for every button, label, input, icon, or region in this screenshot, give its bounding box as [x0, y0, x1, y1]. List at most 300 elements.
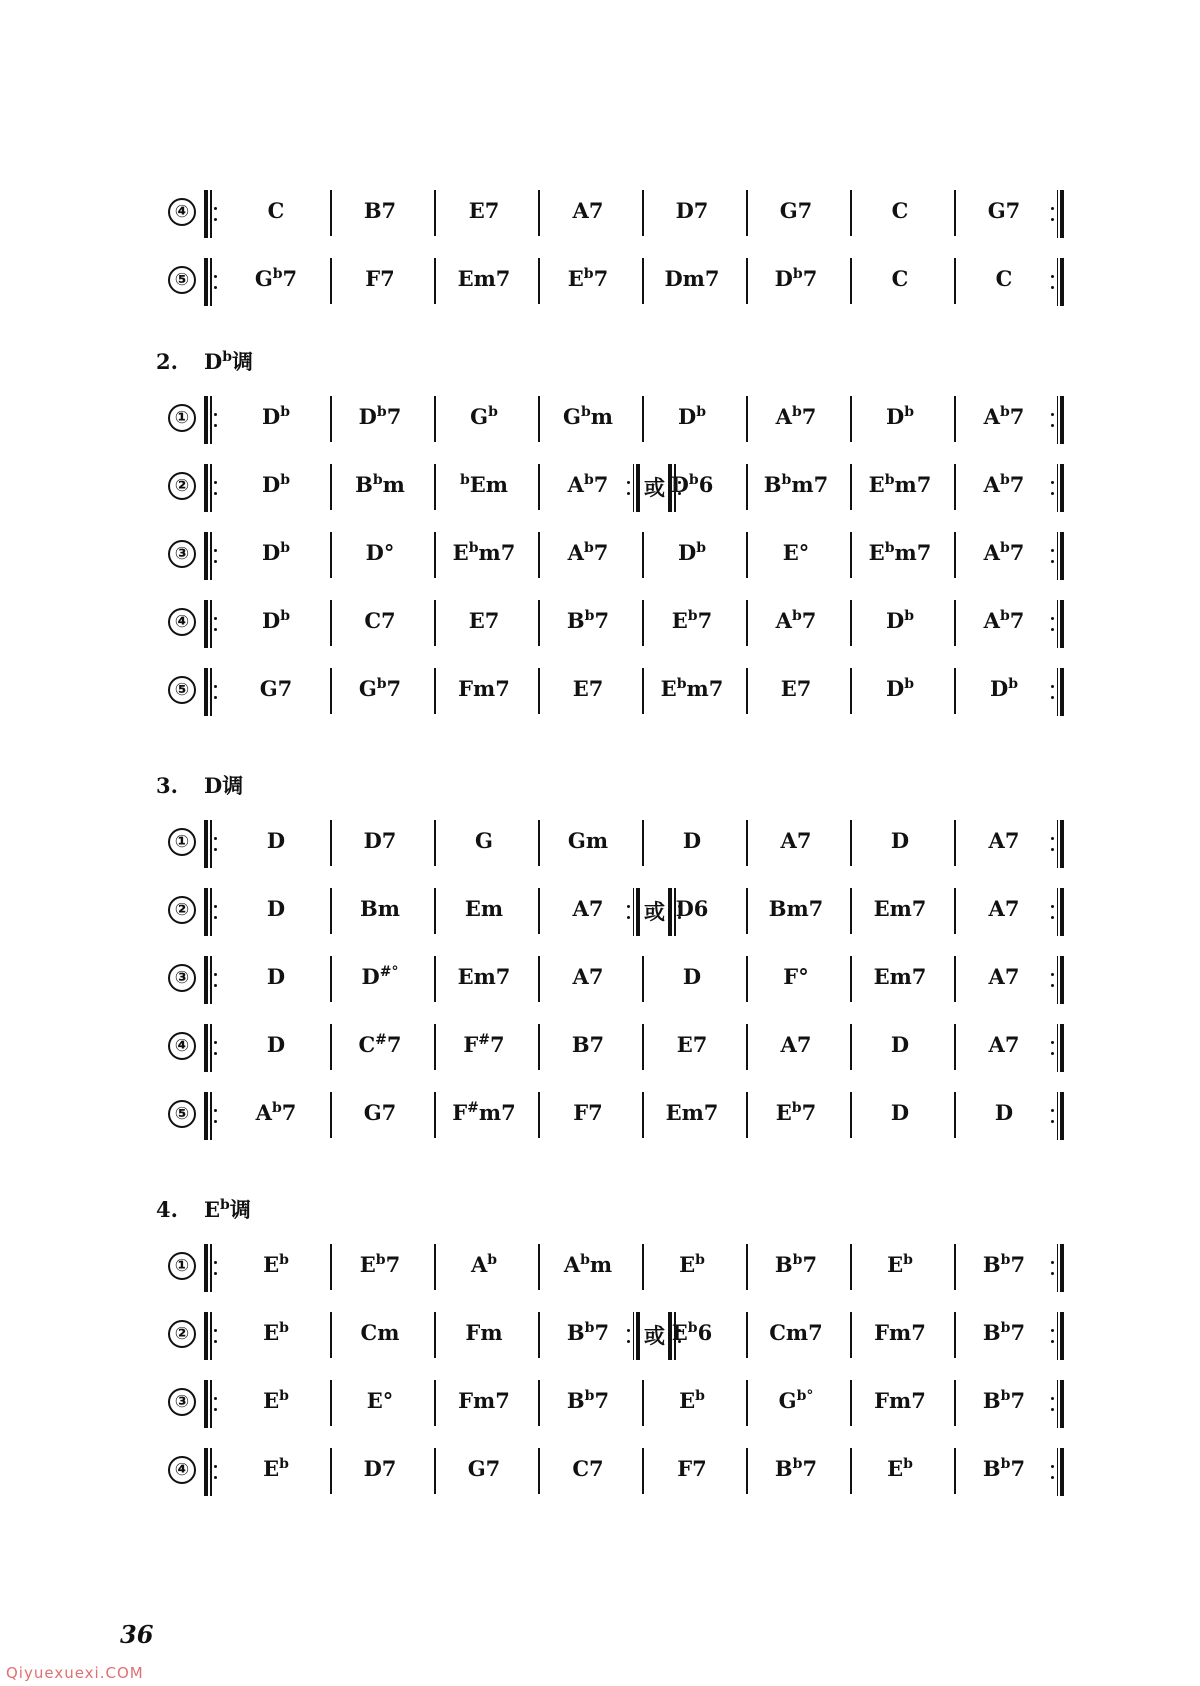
repeat-dot — [214, 1052, 217, 1055]
repeat-dot — [214, 916, 217, 919]
repeat-dot — [627, 905, 630, 908]
chord-symbol: Fm7 — [458, 1388, 510, 1413]
chord-accidental: b — [583, 472, 594, 488]
repeat-thin-line — [1057, 258, 1059, 306]
chord-symbol: $D^b6$ — [670, 472, 714, 497]
chord-accidental: b — [280, 608, 290, 624]
repeat-dot — [1051, 1261, 1054, 1264]
repeat-dot — [214, 685, 217, 688]
repeat-start-sign — [204, 1380, 218, 1428]
chord-accidental: b — [884, 540, 895, 556]
chord-symbol: C — [267, 198, 285, 223]
repeat-dot — [627, 1329, 630, 1332]
repeat-dot — [627, 916, 630, 919]
chord-symbol: A7 — [988, 896, 1020, 921]
chord-symbol: C#7 — [358, 1032, 402, 1057]
repeat-thick-line — [636, 464, 640, 512]
repeat-dot — [214, 218, 217, 221]
repeat-thick-line — [1060, 820, 1064, 868]
chord-symbol: A7 — [988, 1032, 1020, 1057]
chord-symbol: $A^b7$ — [255, 1100, 297, 1125]
chord-symbol: D — [890, 1032, 910, 1057]
chord-symbol: $D^b$ — [885, 608, 914, 633]
chord-accidental: b — [468, 540, 479, 556]
repeat-end-sign — [1050, 1312, 1064, 1360]
row-number-marker: ③ — [168, 1388, 196, 1416]
repeat-thin-line — [1057, 956, 1059, 1004]
repeat-dot — [1051, 275, 1054, 278]
repeat-thin-line — [1057, 464, 1059, 512]
chord-accidental: b — [279, 1456, 289, 1472]
site-watermark: Qiyuexuexi.COM — [6, 1664, 144, 1682]
chord-symbol: $D^b$ — [885, 676, 914, 701]
repeat-thin-line — [1057, 190, 1059, 238]
chord-accidental: b — [583, 266, 594, 282]
repeat-start-sign — [204, 464, 218, 512]
chord-accidental: b — [1000, 1252, 1011, 1268]
chord-symbol: $G^{b^\circ}$ — [778, 1388, 814, 1413]
chord-symbol: D#° — [361, 964, 399, 989]
chord-symbol: $G^b7$ — [254, 266, 298, 291]
chord-symbol: Fm7 — [874, 1388, 926, 1413]
repeat-dot — [1051, 413, 1054, 416]
chord-accidental: b — [280, 540, 290, 556]
repeat-dot — [214, 1397, 217, 1400]
chord-symbol: F° — [783, 964, 809, 989]
chord-accidental: b — [487, 1252, 498, 1268]
chord-symbol: $E^bm7$ — [868, 472, 932, 497]
or-label: 或 — [644, 475, 665, 500]
repeat-dot — [214, 1272, 217, 1275]
repeat-dot — [214, 837, 217, 840]
chord-symbol: A7 — [988, 964, 1020, 989]
repeat-end-sign — [1050, 190, 1064, 238]
repeat-thin-line — [1057, 820, 1059, 868]
chord-symbol: Em7 — [665, 1100, 719, 1125]
repeat-dot — [1051, 1408, 1054, 1411]
repeat-start-sign — [204, 956, 218, 1004]
repeat-thin-line — [210, 820, 212, 868]
section-heading — [156, 346, 253, 376]
chord-accidental: b — [271, 1100, 282, 1116]
repeat-thick-line — [204, 396, 208, 444]
repeat-thick-line — [1060, 956, 1064, 1004]
repeat-dot — [214, 1041, 217, 1044]
repeat-end-sign — [1050, 600, 1064, 648]
repeat-start-sign — [204, 668, 218, 716]
chord-symbol: $E^bm7$ — [452, 540, 516, 565]
repeat-start-sign — [204, 396, 218, 444]
chord-symbol: $D^b7$ — [358, 404, 402, 429]
chord-symbol: D7 — [363, 1456, 397, 1481]
repeat-dot — [1051, 628, 1054, 631]
repeat-thick-line — [204, 1380, 208, 1428]
repeat-end-sign — [1050, 532, 1064, 580]
repeat-thin-line — [1057, 600, 1059, 648]
repeat-start-sign — [204, 532, 218, 580]
chord-symbol: $D^b$ — [989, 676, 1018, 701]
repeat-thick-line — [204, 1312, 208, 1360]
repeat-thick-line — [204, 1092, 208, 1140]
repeat-dot — [214, 549, 217, 552]
chord-accidental: b — [687, 1320, 698, 1336]
chord-row — [168, 392, 1108, 448]
chord-symbol: F7 — [365, 266, 395, 291]
repeat-start-sign — [204, 1448, 218, 1496]
repeat-thick-line — [1060, 1024, 1064, 1072]
chord-symbol: A7 — [572, 198, 604, 223]
chord-symbol: E° — [366, 1388, 394, 1413]
chord-accidental: b — [904, 676, 914, 692]
chord-symbol: $E^bm7$ — [868, 540, 932, 565]
chord-accidental: b — [904, 608, 914, 624]
chord-accidental: b — [488, 404, 498, 420]
chord-symbol: $B^b7$ — [566, 608, 610, 633]
repeat-dot — [1051, 286, 1054, 289]
repeat-dot — [214, 1465, 217, 1468]
chord-symbol: $E^b$ — [263, 1456, 289, 1481]
chord-symbol: $G^b7$ — [358, 676, 402, 701]
chord-symbol: Em — [464, 896, 504, 921]
repeat-thin-line — [210, 190, 212, 238]
chord-accidental: b — [1000, 1320, 1011, 1336]
repeat-dot — [1051, 1109, 1054, 1112]
chord-symbol: E7 — [780, 676, 812, 701]
key-suffix: 调 — [222, 773, 244, 798]
repeat-dot — [1051, 1476, 1054, 1479]
chord-accidental: b — [375, 1252, 386, 1268]
chord-symbol: $B^b7$ — [774, 1456, 818, 1481]
repeat-thick-line — [204, 258, 208, 306]
repeat-dot — [214, 696, 217, 699]
key-root: D — [204, 349, 223, 374]
repeat-thick-line — [204, 888, 208, 936]
repeat-thick-line — [1060, 1092, 1064, 1140]
chord-accidental: b — [999, 472, 1010, 488]
repeat-dot — [214, 628, 217, 631]
repeat-dot — [1051, 848, 1054, 851]
chord-row — [168, 1376, 1108, 1432]
repeat-thick-line — [1060, 464, 1064, 512]
repeat-dot — [1051, 1397, 1054, 1400]
or-label: 或 — [644, 1323, 665, 1348]
repeat-dot — [1051, 984, 1054, 987]
repeat-dot — [1051, 424, 1054, 427]
repeat-thin-line — [210, 1024, 212, 1072]
chord-row — [168, 664, 1108, 720]
chord-accidental: b — [903, 1456, 913, 1472]
chord-symbol: C7 — [572, 1456, 604, 1481]
section-number: 4. — [156, 1197, 178, 1222]
chord-symbol: E° — [782, 540, 810, 565]
repeat-dot — [214, 1109, 217, 1112]
chord-symbol: G7 — [987, 198, 1021, 223]
chord-symbol: Bm — [360, 896, 400, 921]
chord-accidental: b — [1000, 1388, 1011, 1404]
chord-accidental: b — [376, 676, 387, 692]
row-number-marker: ⑤ — [168, 676, 196, 704]
section-number: 2. — [156, 349, 178, 374]
chord-accidental: b — [1000, 1456, 1011, 1472]
repeat-dot — [1051, 916, 1054, 919]
chord-symbol: C — [995, 266, 1013, 291]
repeat-end-sign — [1050, 1024, 1064, 1072]
repeat-dot — [627, 1340, 630, 1343]
repeat-thin-line — [1057, 1448, 1059, 1496]
repeat-dot — [214, 275, 217, 278]
repeat-dot — [1051, 905, 1054, 908]
repeat-thick-line — [1060, 888, 1064, 936]
chord-symbol: Em7 — [457, 266, 511, 291]
section-heading — [156, 770, 243, 800]
repeat-thin-line — [1057, 1244, 1059, 1292]
repeat-thick-line — [204, 190, 208, 238]
chord-symbol: G7 — [467, 1456, 501, 1481]
repeat-dot — [1051, 1272, 1054, 1275]
repeat-dot — [627, 481, 630, 484]
repeat-thin-line — [1057, 1380, 1059, 1428]
chord-row — [168, 1308, 1108, 1364]
repeat-start-sign — [204, 820, 218, 868]
repeat-thick-line — [636, 1312, 640, 1360]
chord-accidental: b — [688, 472, 699, 488]
chord-symbol: $D^b$ — [885, 404, 914, 429]
repeat-dot — [1051, 492, 1054, 495]
repeat-dot — [214, 905, 217, 908]
repeat-end-sign — [1050, 888, 1064, 936]
repeat-thick-line — [204, 532, 208, 580]
chord-accidental: b — [904, 404, 914, 420]
repeat-start-sign — [204, 1024, 218, 1072]
section-heading — [156, 1194, 251, 1224]
repeat-dot — [214, 1340, 217, 1343]
chord-symbol: $D^b$ — [261, 540, 290, 565]
chord-symbol: D7 — [363, 828, 397, 853]
repeat-dot — [1051, 207, 1054, 210]
chord-row — [168, 186, 1108, 242]
chord-symbol: C — [891, 266, 909, 291]
chord-accidental: b — [280, 404, 290, 420]
chord-row — [168, 460, 1108, 516]
chord-symbol: $A^b7$ — [983, 608, 1025, 633]
repeat-dot — [214, 492, 217, 495]
repeat-thin-line — [210, 1312, 212, 1360]
repeat-dot — [1051, 685, 1054, 688]
chord-symbol: $E^b$ — [263, 1252, 289, 1277]
chord-symbol: A7 — [572, 896, 604, 921]
repeat-dot — [214, 424, 217, 427]
repeat-end-sign — [1050, 956, 1064, 1004]
repeat-thick-line — [204, 820, 208, 868]
or-label: 或 — [644, 899, 665, 924]
chord-symbol: $D^b$ — [261, 472, 290, 497]
repeat-thick-line — [1060, 190, 1064, 238]
chord-symbol: A7 — [988, 828, 1020, 853]
repeat-dot — [214, 848, 217, 851]
chord-row — [168, 816, 1108, 872]
chord-symbol: F7 — [677, 1456, 707, 1481]
chord-symbol: $A^b7$ — [567, 540, 609, 565]
chord-symbol: $G^bm$ — [563, 404, 613, 429]
repeat-dot — [1051, 1465, 1054, 1468]
repeat-dot — [627, 492, 630, 495]
repeat-end-sign — [1050, 1092, 1064, 1140]
chord-row — [168, 254, 1108, 310]
repeat-thin-line — [633, 464, 635, 512]
repeat-thin-line — [210, 1244, 212, 1292]
repeat-thin-line — [1057, 396, 1059, 444]
chord-symbol: $E^bm7$ — [660, 676, 724, 701]
chord-symbol: D — [266, 896, 286, 921]
row-number-marker: ③ — [168, 964, 196, 992]
repeat-dot — [1051, 1041, 1054, 1044]
repeat-thick-line — [204, 464, 208, 512]
chord-symbol: Em7 — [873, 964, 927, 989]
chord-symbol: D — [890, 828, 910, 853]
repeat-end-sign — [1050, 1448, 1064, 1496]
repeat-dot — [214, 413, 217, 416]
chord-accidental: # — [375, 1032, 387, 1048]
repeat-dot — [214, 1120, 217, 1123]
chord-row — [168, 1088, 1108, 1144]
chord-symbol: Gm — [567, 828, 609, 853]
repeat-dot — [1051, 1052, 1054, 1055]
repeat-dot — [1051, 837, 1054, 840]
repeat-end-sign — [626, 1312, 640, 1360]
chord-accidental: b — [459, 472, 470, 488]
chord-symbol: $E^b$ — [679, 1388, 705, 1413]
repeat-thick-line — [1060, 1312, 1064, 1360]
chord-symbol: A7 — [780, 828, 812, 853]
repeat-end-sign — [626, 888, 640, 936]
chord-accidental: b — [584, 608, 595, 624]
page-number: 36 — [120, 1620, 154, 1649]
repeat-thick-line — [1060, 396, 1064, 444]
chord-accidental: #° — [379, 964, 399, 980]
chord-row — [168, 1444, 1108, 1500]
chord-accidental: b — [999, 608, 1010, 624]
repeat-thin-line — [210, 1380, 212, 1428]
chord-symbol: $E^b7$ — [775, 1100, 817, 1125]
repeat-thick-line — [204, 1024, 208, 1072]
chord-symbol: E7 — [468, 608, 500, 633]
chord-symbol: G7 — [363, 1100, 397, 1125]
chord-accidental: b — [583, 540, 594, 556]
repeat-thick-line — [204, 1448, 208, 1496]
chord-symbol: $E^b$ — [679, 1252, 705, 1277]
repeat-thin-line — [210, 888, 212, 936]
chord-symbol: D — [994, 1100, 1014, 1125]
repeat-dot — [214, 560, 217, 563]
row-number-marker: ② — [168, 1320, 196, 1348]
chord-symbol: $E^b$ — [887, 1252, 913, 1277]
key-root: E — [204, 1197, 221, 1222]
repeat-thin-line — [210, 532, 212, 580]
repeat-dot — [1051, 1340, 1054, 1343]
repeat-thin-line — [1057, 1312, 1059, 1360]
row-number-marker: ⑤ — [168, 1100, 196, 1128]
chord-symbol: $D^b$ — [261, 608, 290, 633]
repeat-thin-line — [210, 956, 212, 1004]
repeat-dot — [1051, 1329, 1054, 1332]
chord-symbol: $B^b7$ — [982, 1456, 1026, 1481]
repeat-thick-line — [1060, 1244, 1064, 1292]
key-root: D — [204, 773, 223, 798]
chord-symbol: $B^b7$ — [982, 1388, 1026, 1413]
repeat-dot — [214, 481, 217, 484]
chord-symbol: B7 — [363, 198, 397, 223]
chord-symbol: $D^b7$ — [774, 266, 818, 291]
chord-accidental: b — [695, 1252, 705, 1268]
repeat-thick-line — [204, 668, 208, 716]
repeat-dot — [214, 286, 217, 289]
chord-accidental: b — [279, 1320, 289, 1336]
repeat-dot — [1051, 218, 1054, 221]
repeat-start-sign — [204, 600, 218, 648]
chord-symbol: $B^bm7$ — [763, 472, 829, 497]
chord-row — [168, 952, 1108, 1008]
repeat-end-sign — [1050, 396, 1064, 444]
chord-symbol: $A^b7$ — [983, 404, 1025, 429]
chord-symbol: $E^b7$ — [671, 608, 713, 633]
repeat-thick-line — [204, 956, 208, 1004]
repeat-end-sign — [1050, 464, 1064, 512]
chord-symbol: Fm7 — [458, 676, 510, 701]
repeat-start-sign — [204, 1244, 218, 1292]
chord-symbol: Bm7 — [768, 896, 824, 921]
section-number: 3. — [156, 773, 178, 798]
chord-symbol: $G^b$ — [470, 404, 498, 429]
repeat-dot — [214, 1476, 217, 1479]
chord-symbol: D — [682, 828, 702, 853]
chord-symbol: B7 — [571, 1032, 605, 1057]
chord-accidental: b — [580, 1252, 590, 1268]
chord-symbol: C7 — [364, 608, 396, 633]
chord-symbol: Em7 — [873, 896, 927, 921]
row-number-marker: ① — [168, 1252, 196, 1280]
row-number-marker: ③ — [168, 540, 196, 568]
chord-symbol: $A^b7$ — [567, 472, 609, 497]
repeat-thin-line — [1057, 668, 1059, 716]
repeat-dot — [1051, 973, 1054, 976]
repeat-thin-line — [1057, 1024, 1059, 1072]
chord-symbol: Cm — [360, 1320, 400, 1345]
chord-accidental: b — [676, 676, 687, 692]
chord-symbol: G7 — [779, 198, 813, 223]
chord-symbol: $D^b$ — [261, 404, 290, 429]
repeat-thin-line — [1057, 532, 1059, 580]
chord-symbol: $B^b7$ — [566, 1388, 610, 1413]
repeat-start-sign — [204, 1092, 218, 1140]
key-accidental: b — [222, 349, 233, 365]
chord-accidental: b — [279, 1388, 289, 1404]
chord-row — [168, 596, 1108, 652]
chord-symbol: $E^b$ — [263, 1320, 289, 1345]
row-number-marker: ② — [168, 472, 196, 500]
chord-symbol: $A^bm$ — [563, 1252, 613, 1277]
chord-symbol: G7 — [259, 676, 293, 701]
chord-accidental: b — [687, 608, 698, 624]
repeat-thick-line — [204, 1244, 208, 1292]
repeat-dot — [1051, 617, 1054, 620]
chord-symbol: $D^b$ — [677, 404, 706, 429]
chord-accidental: b — [584, 1388, 595, 1404]
chord-symbol: $B^b7$ — [982, 1320, 1026, 1345]
repeat-end-sign — [1050, 1244, 1064, 1292]
chord-accidental: # — [478, 1032, 491, 1048]
repeat-end-sign — [1050, 1380, 1064, 1428]
chord-accidental: b — [999, 540, 1010, 556]
